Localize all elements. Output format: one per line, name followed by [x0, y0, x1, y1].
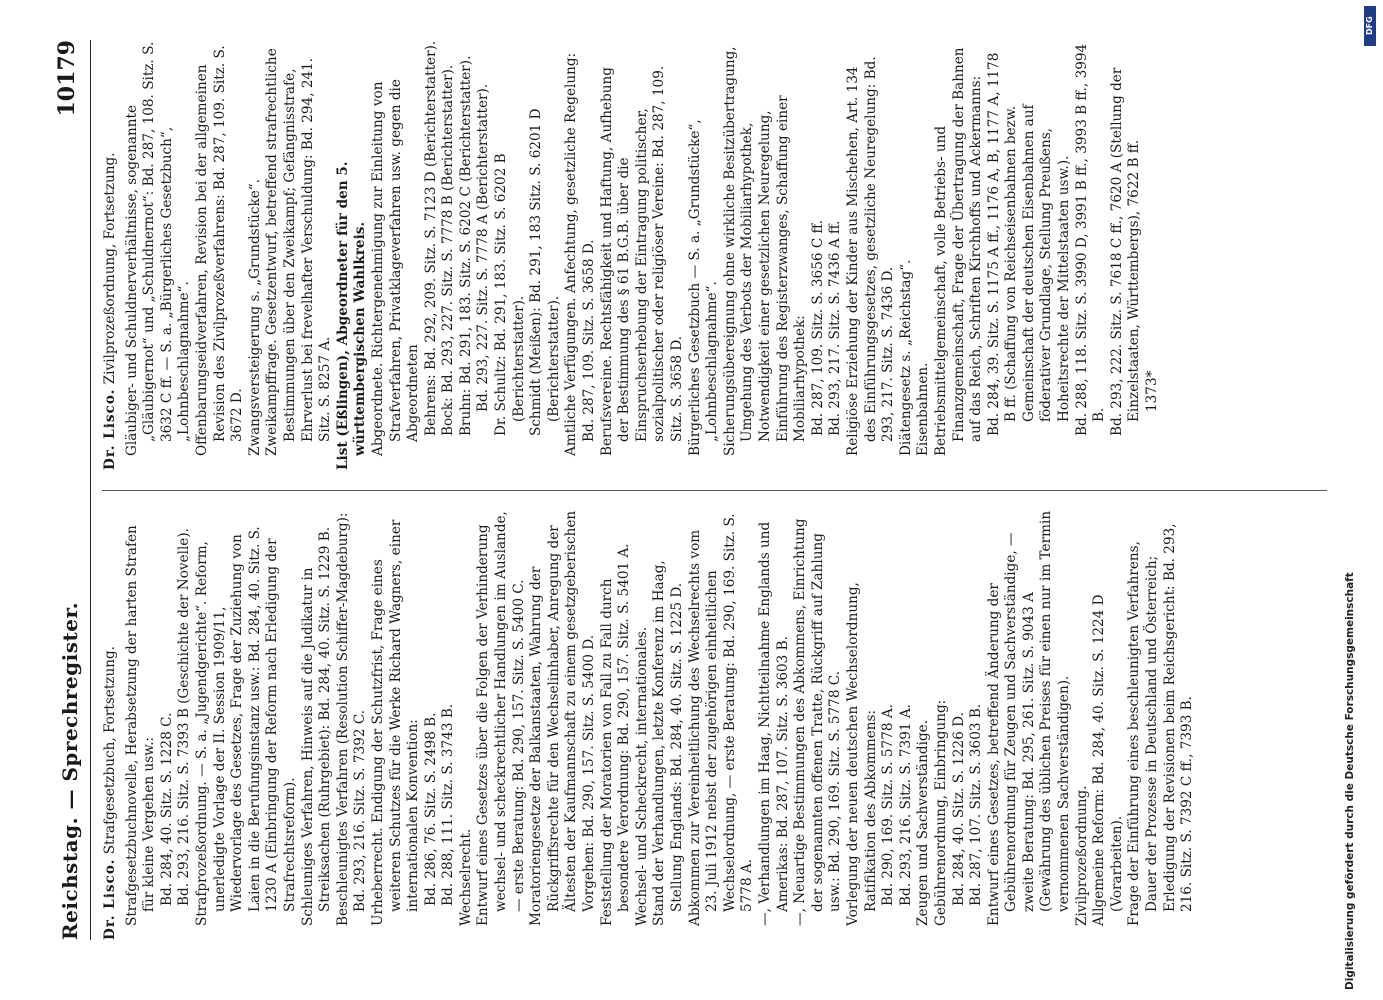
- register-entry: Zwangsversteigerung s. „Grundstücke“.: [246, 178, 263, 456]
- register-page: [40, 40, 1340, 940]
- dfg-logo: DFG: [1364, 6, 1376, 46]
- register-entry: Abgeordnete. Richtergenehmigung zur Einleitung von Strafverfahren, Privatklageverfahren usw. gegen die Abgeordneten: [369, 79, 422, 456]
- register-entry: Bd. 288, 111. Sitz. S. 3743 B.: [440, 703, 457, 906]
- register-entry: Bd. 287, 107. Sitz. S. 3603 B.: [968, 703, 985, 906]
- register-entry: Bd. 290, 169. Sitz. S. 5778 A.: [880, 704, 897, 906]
- register-entry: —, Neuartige Bestimmungen des Abkommens, Einrichtung der sogenannten offenen Tratte, Rückgriff auf Zahlung usw.: Bd. 290, 169. Sitz. S. 5778 C.: [792, 518, 844, 926]
- register-entry: —, Verhandlungen im Haag, Nichtteilnahme Englands und Amerikas: Bd. 287, 107. Sitz. S. 3603 B.: [756, 521, 791, 926]
- register-entry: Zweikampffrage. Gesetzentwurf, betreffend strafrechtliche Bestimmungen über den Zweikampf; Gefängnisstrafe, Ehrverlust bei frevelhafter Verschuldung: Bd. 294, 241. Sitz. S. 8257 A.: [264, 48, 334, 456]
- right-entries: [124, 40, 1162, 470]
- register-entry: Stand der Verhandlungen, letzte Konferenz im Haag, Stellung Englands: Bd. 284, 40. Sitz. S. 1225 D.: [651, 560, 685, 926]
- register-entry: Bd. 293, 216. Sitz. S. 7391 A.: [897, 704, 914, 906]
- register-entry: Zivilprozeßordnung.: [1073, 785, 1090, 926]
- register-entry: 1373*: [1144, 370, 1161, 412]
- register-entry: Betriebsmittelgemeinschaft, volle Betriebs- und Finanzgemeinschaft, Frage der Übertragung der Bahnen auf das Reich, Schriften Kirchhoffs und Ackermanns:: [932, 47, 985, 456]
- left-column: [102, 510, 1197, 940]
- digitization-note: [1344, 500, 1356, 990]
- register-entry: Urheberrecht. Endigung der Schutzfrist, Frage eines weiteren Schutzes für die Werke Richard Wagners, einer internationalen Konvention:: [369, 519, 422, 926]
- register-entry: Bd. 293, 216. Sitz. S. 7393 B (Geschichte der Novelle).: [176, 528, 193, 906]
- register-entry: Entwurf eines Gesetzes, betreffend Änderung der Gebührenordnung für Zeugen und Sachverständige, — zweite Beratung: Bd. 295, 261. Sitz. S. 9043 A (Gewährung des üblichen Preises für einen nur im Termin vernommenen Sachverständigen).: [985, 510, 1073, 926]
- running-head-title: Reichstag. — Sprechregister.: [58, 601, 82, 940]
- register-entry: Wechselrecht.: [457, 828, 474, 926]
- left-column-heading: [102, 510, 120, 940]
- register-entry: Bd. 284, 39. Sitz. S. 1175 A ff., 1176 A, B, 1177 A, 1178 B ff. (Schaffung von Reichseisenbahnen bezw. Gemeinschaft der deutschen Eisenbahnen auf föderativer Grundlage, Stellung Preußens, Hoheitsrechte der Mittelstaaten usw.).: [985, 52, 1073, 436]
- register-entry: Eisenbahnen.: [915, 362, 932, 456]
- digitization-note-text: Digitalisierung gefördert durch die Deutsche Forschungsgemeinschaft: [1344, 572, 1356, 990]
- speaker-name: Dr. Lisco.: [102, 388, 118, 470]
- register-entry: Wechsel- und Scheckrecht, internationales.: [633, 626, 650, 926]
- register-entry: Bd. 293, 222. Sitz. S. 7618 C ff., 7620 A (Stellung der Einzelstaaten, Württembergs), 7622 B ff.: [1108, 67, 1143, 436]
- register-entry: Frage der Einführung eines beschleunigten Verfahrens, Dauer der Prozesse in Deutschland und Österreich; Erledigung der Revisionen beim Reichsgericht: Bd. 293, 216. Sitz. S. 7392 C ff., 7393 B.: [1126, 523, 1196, 926]
- register-entry: Bd. 293, 217. Sitz. S. 7436 A ff.: [827, 220, 844, 436]
- register-entry: Abkommen zur Vereinheitlichung des Wechselrechts vom 23. Juli 1912 nebst der zugehörigen einheitlichen Wechselordnung, — erste Beratung: Bd. 290, 169. Sitz. S. 5778 A.: [686, 513, 756, 926]
- register-entry: List (Eßlingen), Abgeordneter für den 5. württembergischen Wahlkreis.: [334, 161, 369, 470]
- register-entry: Dr. Schultz: Bd. 291, 183. Sitz. S. 6202 B (Berichterstatter).: [493, 153, 527, 436]
- heading-continuation: Strafgesetzbuch, Fortsetzung.: [102, 646, 118, 855]
- register-entry: Religiöse Erziehung der Kinder aus Mischehen, Art. 134 des Einführungsgesetzes, gesetzliche Neuregelung: Bd. 293, 217. Sitz. S. 7436 D.: [844, 56, 897, 456]
- register-entry: Bruhn: Bd. 291, 183. Sitz. S. 6202 C (Berichterstatter).: [457, 55, 474, 436]
- register-entry: Bock: Bd. 293, 227. Sitz. S. 7778 B (Berichterstatter).: [440, 64, 457, 436]
- heading-continuation: Zivilprozeßordnung, Fortsetzung.: [102, 152, 118, 385]
- register-entry: Entwurf eines Gesetzes über die Folgen der Verhinderung wechsel- und scheckrechtlicher Handlungen im Auslande, — erste Beratung: Bd. 290, 157. Sitz. S. 5400 C.: [475, 511, 527, 926]
- register-entry: Vorlegung der neuen deutschen Wechselordnung, Ratifikation des Abkommens:: [844, 582, 879, 926]
- speaker-name: Dr. Lisco.: [102, 858, 118, 940]
- register-entry: Allgemeine Reform: Bd. 284, 40. Sitz. S. 1224 D (Vorarbeiten).: [1091, 594, 1125, 926]
- register-entry: Bürgerliches Gesetzbuch — S. a. „Grundstücke“, „Lohnbeschlagnahme“.: [686, 119, 721, 456]
- register-entry: Bd. 284, 40. Sitz. S. 1226 D.: [950, 712, 967, 906]
- register-entry: Schleuniges Verfahren, Hinweis auf die Judikatur in Streiksachen (Ruhrgebiet): Bd. 284, 40. Sitz. S. 1229 B.: [299, 526, 334, 926]
- running-head: [40, 40, 91, 940]
- register-entry: Bd. 286, 76. Sitz. S. 2498 B.: [422, 712, 439, 906]
- right-column: [102, 40, 1162, 470]
- register-entry: Zeugen und Sachverständige.: [915, 719, 932, 926]
- register-entry: Bd. 293, 227. Sitz. S. 7778 A (Berichterstatter).: [475, 83, 492, 412]
- register-entry: Behrens: Bd. 292, 209. Sitz. S. 7123 D (Berichterstatter).: [422, 40, 439, 436]
- register-entry: Bd. 288, 118. Sitz. S. 3990 D, 3991 B ff., 3993 B ff., 3994 B.: [1073, 43, 1108, 436]
- page-number: 10179: [54, 40, 80, 117]
- register-entry: Bd. 287, 109. Sitz. S. 3656 C ff.: [809, 219, 826, 436]
- register-entry: Moratoriengesetze der Balkanstaaten, Wahrung der Rückgriffsrechte für den Wechselinhaber, Anregung der Ältesten der Kaufmannschaft zu einem gesetzgeberischen Vorgehen: Bd. 290, 157. Sitz. S. 5400 D.: [528, 510, 598, 926]
- register-entry: Strafprozeßordnung. — S. a. „Jugendgerichte“. Reform, unerledigte Vorlage der II. Session 1909/11, Wiedervorlage des Gesetzes, Frage der Zuziehung von Laien in die Berufungsinstanz usw.: Bd. 284, 40. Sitz. S. 1230 A (Einbringung der Reform nach Erledigung der Strafrechtsreform).: [193, 526, 298, 926]
- register-entry: Offenbarungseidverfahren, Revision bei der allgemeinen Revision des Zivilprozeßverfahrens: Bd. 287, 109. Sitz. S. 3672 D.: [193, 45, 246, 456]
- register-entry: Bd. 284, 40. Sitz. S. 1228 C.: [158, 712, 175, 906]
- left-entries: [124, 510, 1197, 940]
- register-entry: Schmidt (Meißen): Bd. 291, 183 Sitz. S. 6201 D (Berichterstatter).: [528, 108, 562, 436]
- register-entry: Diätengesetz s. „Reichstag“.: [897, 259, 914, 456]
- right-column-heading: [102, 40, 120, 470]
- register-entry: Beschleunigtes Verfahren (Resolution Schiffer-Magdeburg): Bd. 293, 216. Sitz. S. 7392 C.: [334, 512, 369, 926]
- column-divider: [102, 490, 1327, 491]
- register-entry: Strafgesetzbuchnovelle, Herabsetzung der harten Strafen für kleine Vergehen usw.:: [123, 525, 158, 926]
- register-entry: Amtliche Verfügungen. Anfechtung, gesetzliche Regelung: Bd. 287, 109. Sitz. S. 3658 D.: [563, 52, 598, 456]
- register-entry: Gläubiger- und Schuldnerverhältnisse, sogenannte „Gläubigernot“ und „Schuldnernot“: Bd. 287, 108. Sitz. S. 3632 C ff. — S. a. „Bürgerliches Gesetzbuch“, „Lohnbeschlagnahme“.: [123, 41, 193, 456]
- register-entry: Feststellung der Moratorien von Fall zu Fall durch besondere Verordnung: Bd. 290, 157. Sitz. S. 5401 A.: [598, 543, 633, 926]
- register-entry: Sicherungsübereignung ohne wirkliche Besitzübertragung, Umgehung des Verbots der Mobiliarhypothek, Notwendigkeit einer gesetzlichen Neuregelung, Einführung des Registerzwanges, Schaffung einer Mobiliarhypothek:: [721, 46, 809, 456]
- register-entry: Berufsvereine. Rechtsfähigkeit und Haftung, Aufhebung der Bestimmung des § 61 B.G.B. über die Einspruchserhebung der Eintragung politischer, sozialpolitischer oder religiöser Vereine: Bd. 287, 109. Sitz. S. 3658 D.: [598, 65, 685, 456]
- register-entry: Gebührenordnung, Einbringung:: [932, 699, 949, 926]
